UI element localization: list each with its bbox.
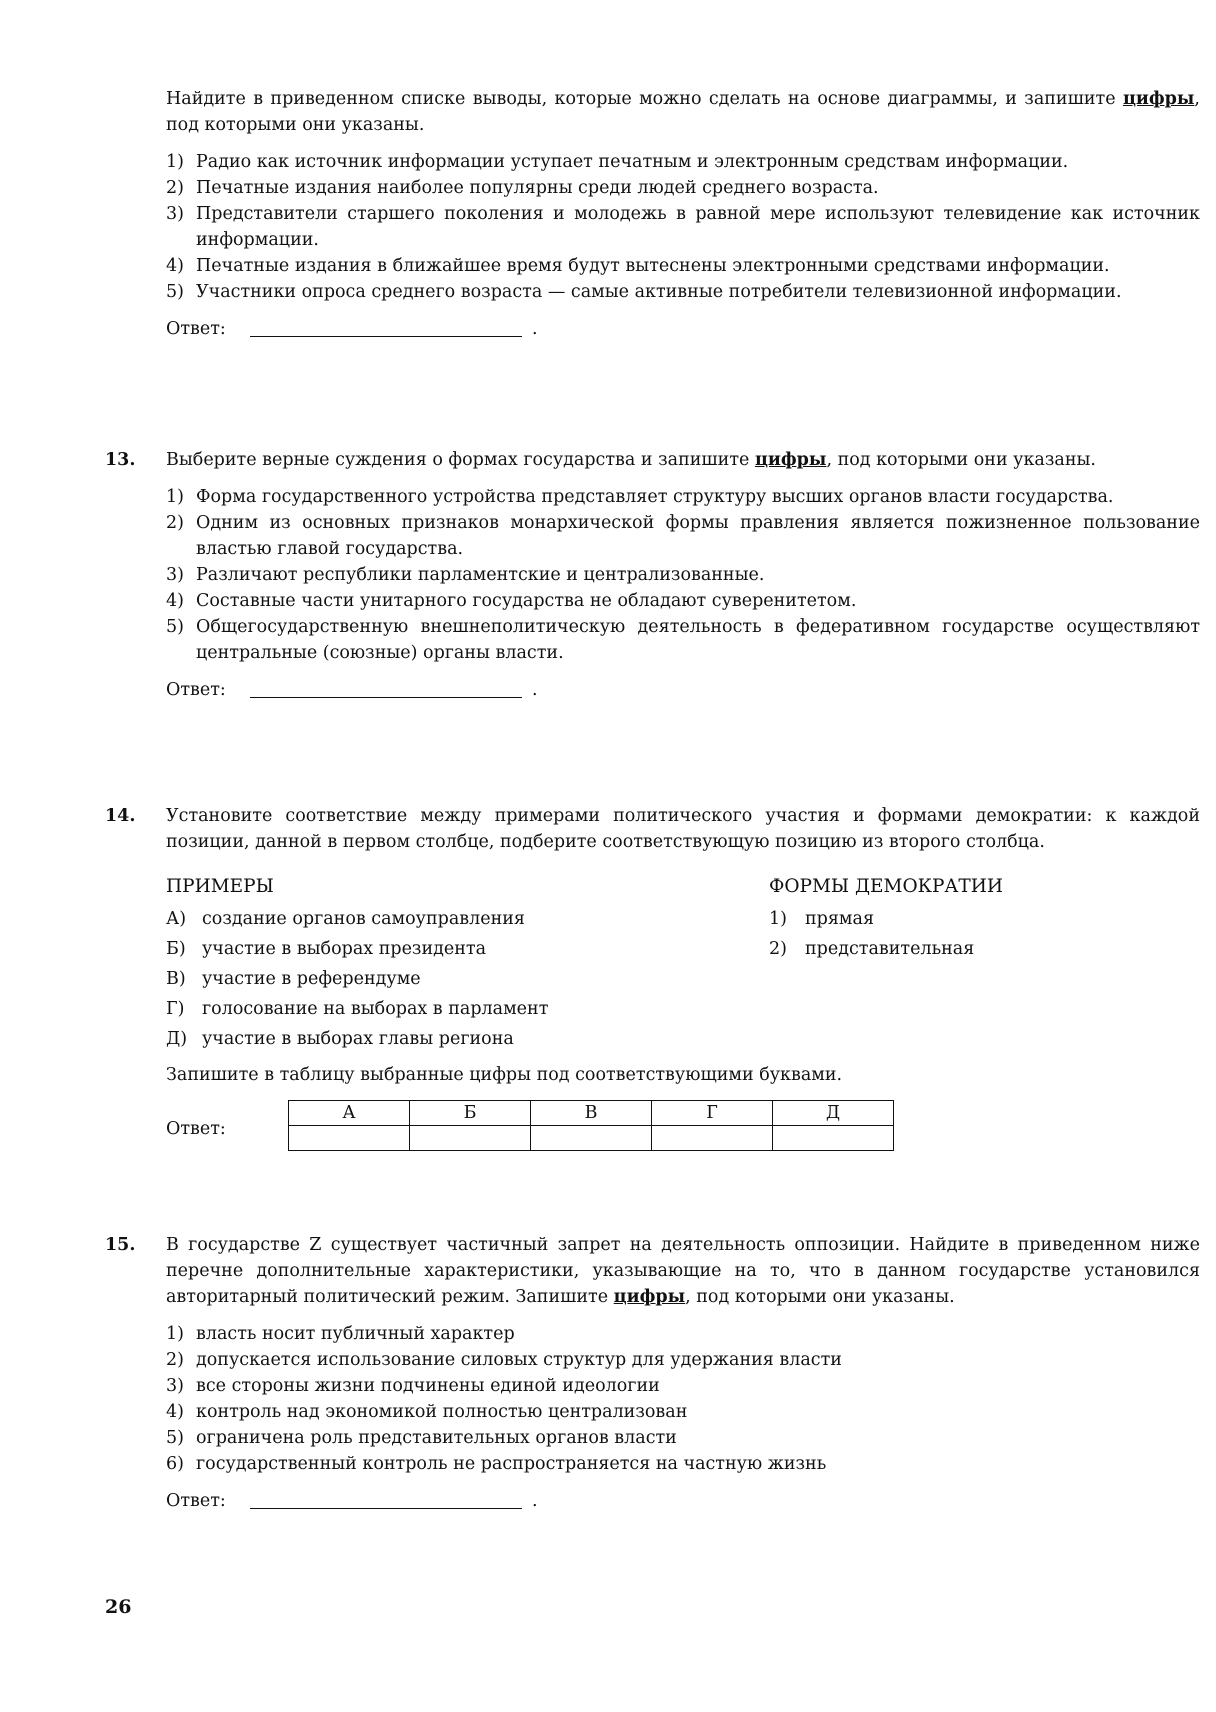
intro-options	[166, 149, 1200, 305]
answer-label: Ответ:	[166, 1491, 226, 1511]
answer-line[interactable]	[250, 697, 522, 698]
q14-right-header: ФОРМЫ ДЕМОКРАТИИ	[769, 876, 1004, 897]
q13-options	[166, 484, 1200, 666]
answer-header-a: А	[289, 1101, 410, 1126]
answer-header-b: Б	[410, 1101, 531, 1126]
question-15	[166, 1232, 1200, 1514]
q14-columns	[166, 874, 1200, 1060]
intro-option-5: 5) Участники опроса среднего возраста — самые активные потребители телевизионной информации.	[166, 282, 1122, 302]
answer-cell-a[interactable]	[289, 1126, 410, 1151]
q13-option-5: 5) Общегосударственную внешнеполитическую деятельность в федеративном государстве осуществляют центральные (союзные) органы власти.	[166, 617, 1200, 663]
answer-header-v: В	[531, 1101, 652, 1126]
q14-answer-table	[288, 1100, 894, 1151]
answer-cell-g[interactable]	[652, 1126, 773, 1151]
q14-example-d: Д) участие в выборах главы региона	[166, 1029, 514, 1049]
question-number-15: 15.	[105, 1235, 136, 1255]
q13-answer: Ответ: .	[166, 677, 1200, 703]
intro-answer: Ответ: .	[166, 316, 1200, 342]
q14-right-column	[769, 874, 1003, 964]
answer-cell-b[interactable]	[410, 1126, 531, 1151]
q14-answer	[166, 1100, 1200, 1158]
question-14	[166, 803, 1200, 1158]
question-13	[166, 447, 1200, 703]
intro-prompt	[166, 86, 1200, 138]
intro-option-2: 2) Печатные издания наиболее популярны среди людей среднего возраста.	[166, 178, 879, 198]
q14-example-b: Б) участие в выборах президента	[166, 939, 487, 959]
q14-prompt: Установите соответствие между примерами политического участия и формами демократии: к каждой позиции, данной в первом столбце, подберите соответствующую позицию из второго столбца.	[166, 806, 1200, 852]
answer-header-g: Г	[652, 1101, 773, 1126]
q13-option-3: 3) Различают республики парламентские и централизованные.	[166, 565, 765, 585]
q14-answer-header-row	[289, 1101, 894, 1126]
intro-text-after: , под которыми они указаны.	[166, 89, 1200, 135]
q15-prompt: В государстве Z существует частичный запрет на деятельность оппозиции. Найдите в приведенном ниже перечне дополнительные характеристики, указывающие на то, что в данном государстве установился авторитарный политический режим. Запишите цифры, под которыми они указаны.	[166, 1235, 1200, 1307]
answer-label: Ответ:	[166, 319, 226, 339]
page-number: 26	[105, 1596, 132, 1618]
q15-options	[166, 1321, 1200, 1477]
q14-form-1: 1) прямая	[769, 909, 874, 929]
q14-left-header: ПРИМЕРЫ	[166, 876, 274, 897]
q15-option-5: 5) ограничена роль представительных органов власти	[166, 1428, 677, 1448]
q14-example-g: Г) голосование на выборах в парламент	[166, 999, 549, 1019]
q14-form-2: 2) представительная	[769, 939, 975, 959]
answer-label: Ответ:	[166, 1119, 226, 1139]
q15-option-1: 1) власть носит публичный характер	[166, 1324, 515, 1344]
q14-answer-input-row	[289, 1126, 894, 1151]
q13-option-2: 2) Одним из основных признаков монархической формы правления является пожизненное пользование властью главой государства.	[166, 513, 1200, 559]
q15-answer: Ответ: .	[166, 1488, 1200, 1514]
q14-example-a: А) создание органов самоуправления	[166, 909, 525, 929]
q15-option-3: 3) все стороны жизни подчинены единой идеологии	[166, 1376, 660, 1396]
question-number-13: 13.	[105, 450, 136, 470]
intro-emph: цифры	[1122, 89, 1195, 109]
q14-forms	[769, 904, 1003, 964]
q14-examples	[166, 904, 548, 1054]
q15-option-4: 4) контроль над экономикой полностью централизован	[166, 1402, 688, 1422]
intro-option-1: 1) Радио как источник информации уступает печатным и электронным средствам информации.	[166, 152, 1069, 172]
intro-option-4: 4) Печатные издания в ближайшее время будут вытеснены электронными средствами информации.	[166, 256, 1110, 276]
answer-line[interactable]	[250, 336, 522, 337]
q15-option-6: 6) государственный контроль не распространяется на частную жизнь	[166, 1454, 827, 1474]
answer-header-d: Д	[773, 1101, 894, 1126]
answer-label: Ответ:	[166, 680, 226, 700]
q13-option-4: 4) Составные части унитарного государства не обладают суверенитетом.	[166, 591, 857, 611]
answer-line[interactable]	[250, 1508, 522, 1509]
q13-option-1: 1) Форма государственного устройства представляет структуру высших органов власти государства.	[166, 487, 1114, 507]
intro-text-before: Найдите в приведенном списке выводы, которые можно сделать на основе диаграммы, и запишите	[166, 89, 1123, 109]
answer-cell-v[interactable]	[531, 1126, 652, 1151]
intro-block	[166, 86, 1200, 342]
q15-option-2: 2) допускается использование силовых структур для удержания власти	[166, 1350, 842, 1370]
intro-option-3: 3) Представители старшего поколения и молодежь в равной мере используют телевидение как источник информации.	[166, 204, 1200, 250]
q14-left-column	[166, 874, 548, 1054]
q14-instruction: Запишите в таблицу выбранные цифры под соответствующими буквами.	[166, 1065, 843, 1085]
q14-example-v: В) участие в референдуме	[166, 969, 421, 989]
q13-prompt: Выберите верные суждения о формах государства и запишите цифры, под которыми они указаны.	[166, 450, 1096, 470]
answer-cell-d[interactable]	[773, 1126, 894, 1151]
question-number-14: 14.	[105, 806, 136, 826]
